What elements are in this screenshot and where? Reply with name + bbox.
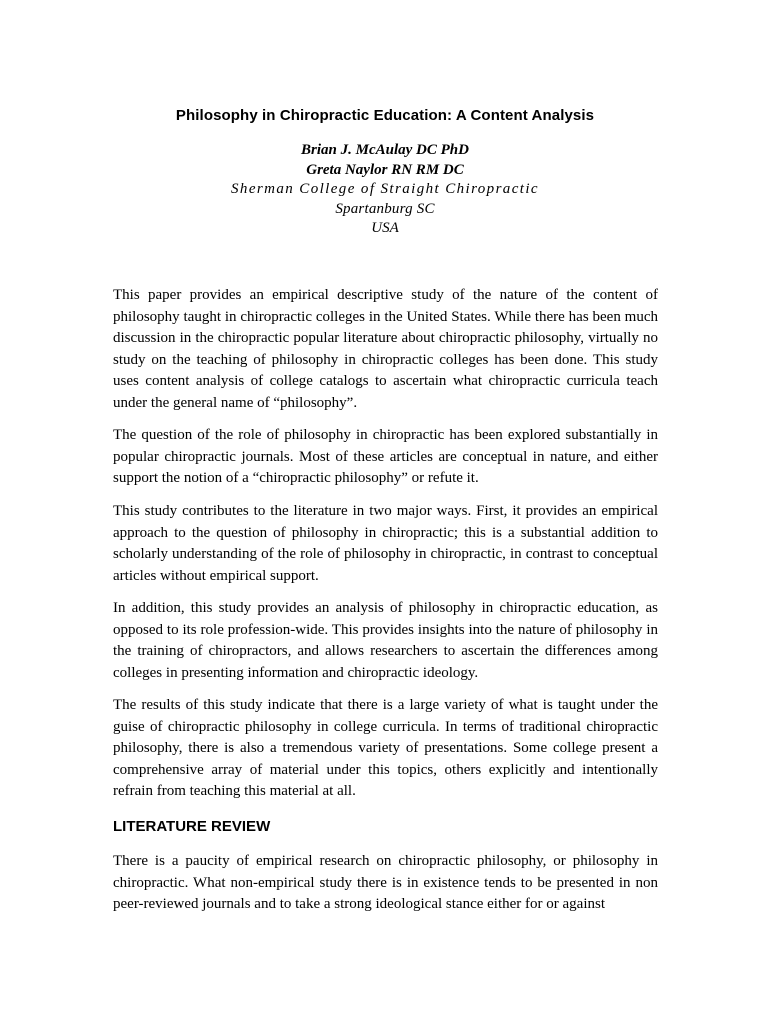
paragraph-text: There is a paucity of empirical research on chiropractic philosophy, or philosophy in chiropractic. What non-empirical study there is in existence tends to be presented in non peer-reviewed journals and to take a strong ideological stance either for or against [113, 853, 658, 913]
paper-title: Philosophy in Chiropractic Education: A Content Analysis [175, 107, 595, 124]
affiliation-country: USA [371, 220, 399, 236]
author-block [0, 141, 770, 239]
affiliation: Sherman College of Straight Chiropractic [231, 181, 539, 197]
paragraph-text: The results of this study indicate that there is a large variety of what is taught under the guise of chiropractic philosophy in college curricula. In terms of traditional chiropractic philosophy, there is also a tremendous variety of presentations. Some college present a comprehensive array of material under this topics, others explicitly and intentionally refrain from teaching this material at all. [113, 697, 658, 800]
author-name: Brian J. McAulay DC PhD [301, 142, 469, 158]
body-paragraph [113, 501, 658, 587]
paragraph-text: This paper provides an empirical descriptive study of the nature of the content of philosophy taught in chiropractic colleges in the United States. While there has been much discussion in the chiropractic popular literature about chiropractic philosophy, virtually no study on the teaching of philosophy in chiropractic colleges has been done. This study uses content analysis of college catalogs to ascertain what chiropractic curricula teach under the general name of “philosophy”. [113, 287, 658, 411]
author-name: Greta Naylor RN RM DC [306, 161, 464, 178]
paragraph-text: In addition, this study provides an analysis of philosophy in chiropractic education, as opposed to its role profession-wide. This provides insights into the nature of philosophy in the training of chiropractors, and allows researchers to ascertain the differences among colleges in presenting information and chiropractic ideology. [113, 600, 658, 681]
body-paragraph [113, 425, 658, 490]
section-heading: LITERATURE REVIEW [113, 818, 271, 835]
paragraph-text: This study contributes to the literature in two major ways. First, it provides an empirical approach to the question of philosophy in chiropractic; this is a substantial addition to scholarly understanding of the role of philosophy in chiropractic, in contrast to conceptual articles without empirical support. [113, 503, 658, 584]
section-paragraph [113, 851, 658, 916]
affiliation-city: Spartanburg SC [335, 200, 435, 217]
paragraph-text: The question of the role of philosophy in chiropractic has been explored substantially in popular chiropractic journals. Most of these articles are conceptual in nature, and either support the notion of a “chiropractic philosophy” or refute it. [113, 427, 658, 487]
body-paragraph [113, 695, 658, 803]
abstract-paragraph [113, 285, 658, 415]
body-paragraph [113, 598, 658, 684]
